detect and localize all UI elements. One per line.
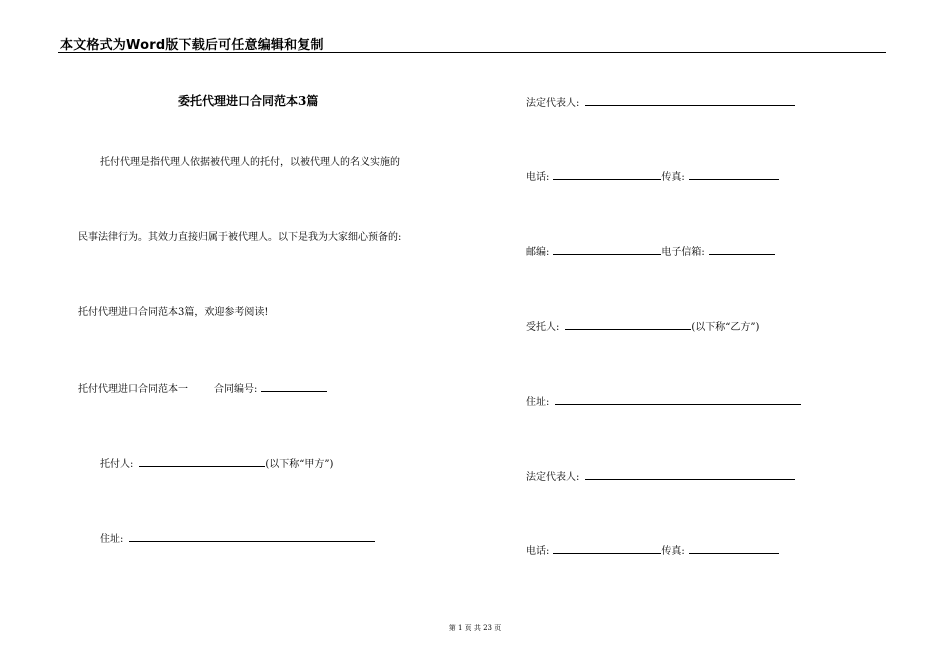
intro-paragraph-line-1: 托付代理是指代理人依据被代理人的托付，以被代理人的名义实施的	[100, 157, 400, 168]
legal-rep-label-1: 法定代表人:	[526, 98, 580, 109]
legal-rep-label-2: 法定代表人:	[526, 472, 580, 483]
postcode-blank	[553, 243, 661, 255]
principal-address-label: 住址:	[100, 534, 124, 545]
principal-address-blank	[129, 530, 375, 542]
fax-blank-2	[689, 542, 779, 554]
principal-label: 托付人:	[100, 459, 134, 470]
agent-row	[526, 318, 759, 335]
fax-label-1: 传真:	[661, 172, 685, 183]
agent-blank	[565, 318, 691, 330]
legal-rep-row-1	[526, 94, 795, 111]
document-header: 本文格式为Word版下载后可任意编辑和复制	[60, 38, 324, 53]
phone-label-2: 电话:	[526, 546, 550, 557]
document-title: 委托代理进口合同范本3篇	[178, 94, 319, 108]
phone-fax-row-2	[526, 542, 779, 559]
phone-blank-1	[553, 168, 661, 180]
sample-heading: 托付代理进口合同范本一	[78, 384, 188, 395]
legal-rep-blank-2	[585, 468, 795, 480]
principal-blank	[139, 455, 265, 467]
legal-rep-blank-1	[585, 94, 795, 106]
agent-address-label: 住址:	[526, 397, 550, 408]
fax-blank-1	[689, 168, 779, 180]
intro-paragraph-line-2: 民事法律行为。其效力直接归属于被代理人。以下是我为大家细心预备的:	[78, 232, 402, 243]
phone-blank-2	[553, 542, 661, 554]
agent-address-blank	[555, 393, 801, 405]
contract-number-label: 合同编号:	[214, 384, 258, 395]
contract-number-blank	[261, 380, 327, 392]
header-divider	[58, 52, 886, 53]
page-footer: 第 1 页 共 23 页	[448, 624, 502, 632]
agent-suffix: (以下称“乙方”)	[691, 322, 760, 333]
phone-fax-row-1	[526, 168, 779, 185]
agent-label: 受托人:	[526, 322, 560, 333]
principal-address-row	[100, 530, 375, 547]
principal-suffix: (以下称“甲方”)	[265, 459, 334, 470]
email-blank	[709, 243, 775, 255]
phone-label-1: 电话:	[526, 172, 550, 183]
email-label: 电子信箱:	[661, 247, 705, 258]
postcode-email-row	[526, 243, 775, 260]
principal-row	[100, 455, 333, 472]
legal-rep-row-2	[526, 468, 795, 485]
postcode-label: 邮编:	[526, 247, 550, 258]
fax-label-2: 传真:	[661, 546, 685, 557]
intro-paragraph-line-3: 托付代理进口合同范本3篇，欢迎参考阅读!	[78, 307, 269, 318]
contract-heading-row	[78, 380, 327, 397]
agent-address-row	[526, 393, 801, 410]
